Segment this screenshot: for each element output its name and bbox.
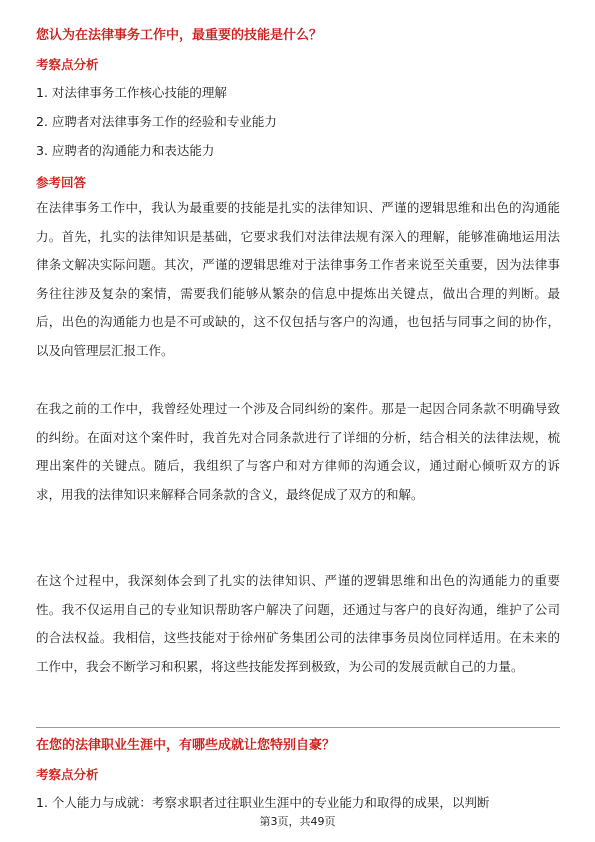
answer-paragraph-3: 在这个过程中，我深刻体会到了扎实的法律知识、严谨的逻辑思维和出色的沟通能力的重要性。我不仅运用自己的专业知识帮助客户解决了问题，还通过与客户的良好沟通，维护了公司的合法权益。我相信，这些技能对于徐州矿务集团公司的法律事务员岗位同样适用。在未来的工作中，我会不断学习和积累，将这些技能发挥到极致，为公司的发展贡献自己的力量。 (36, 573, 560, 674)
answer-paragraph-1: 在法律事务工作中，我认为最重要的技能是扎实的法律知识、严谨的逻辑思维和出色的沟通能力。首先，扎实的法律知识是基础，它要求我们对法律法规有深入的理解，能够准确地运用法律条文解决实际问题。其次，严谨的逻辑思维对于法律事务工作者来说至关重要，因为法律事务往往涉及复杂的案情，需要我们能够从繁杂的信息中提炼出关键点，做出合理的判断。最后，出色的沟通能力也是不可或缺的，这不仅包括与客户的沟通，也包括与同事之间的协作，以及向管理层汇报工作。 (36, 200, 560, 358)
q1-analysis-label: 考察点分析 (36, 57, 99, 72)
section-divider (36, 727, 560, 728)
question-1-title: 您认为在法律事务工作中，最重要的技能是什么？ (36, 28, 323, 43)
answer-paragraph-2: 在我之前的工作中，我曾经处理过一个涉及合同纠纷的案件。那是一起因合同条款不明确导致的纠纷。在面对这个案件时，我首先对合同条款进行了详细的分析，结合相关的法律法规，梳理出案件的关键点。随后，我组织了与客户和对方律师的沟通会议，通过耐心倾听双方的诉求，用我的法律知识来解释合同条款的含义，最终促成了双方的和解。 (36, 401, 560, 502)
question-2-title: 在您的法律职业生涯中，有哪些成就让您特别自豪？ (36, 738, 336, 753)
q1-answer-label: 参考回答 (36, 175, 87, 190)
q1-point-1: 1. 对法律事务工作核心技能的理解 (36, 85, 227, 100)
page-footer: 第3页，共49页 (259, 815, 336, 828)
q2-point-1: 1. 个人能力与成就：考察求职者过往职业生涯中的专业能力和取得的成果，以判断 (36, 795, 490, 810)
q1-point-2: 2. 应聘者对法律事务工作的经验和专业能力 (36, 114, 277, 129)
q1-point-3: 3. 应聘者的沟通能力和表达能力 (36, 143, 215, 158)
q2-analysis-label: 考察点分析 (36, 767, 99, 782)
